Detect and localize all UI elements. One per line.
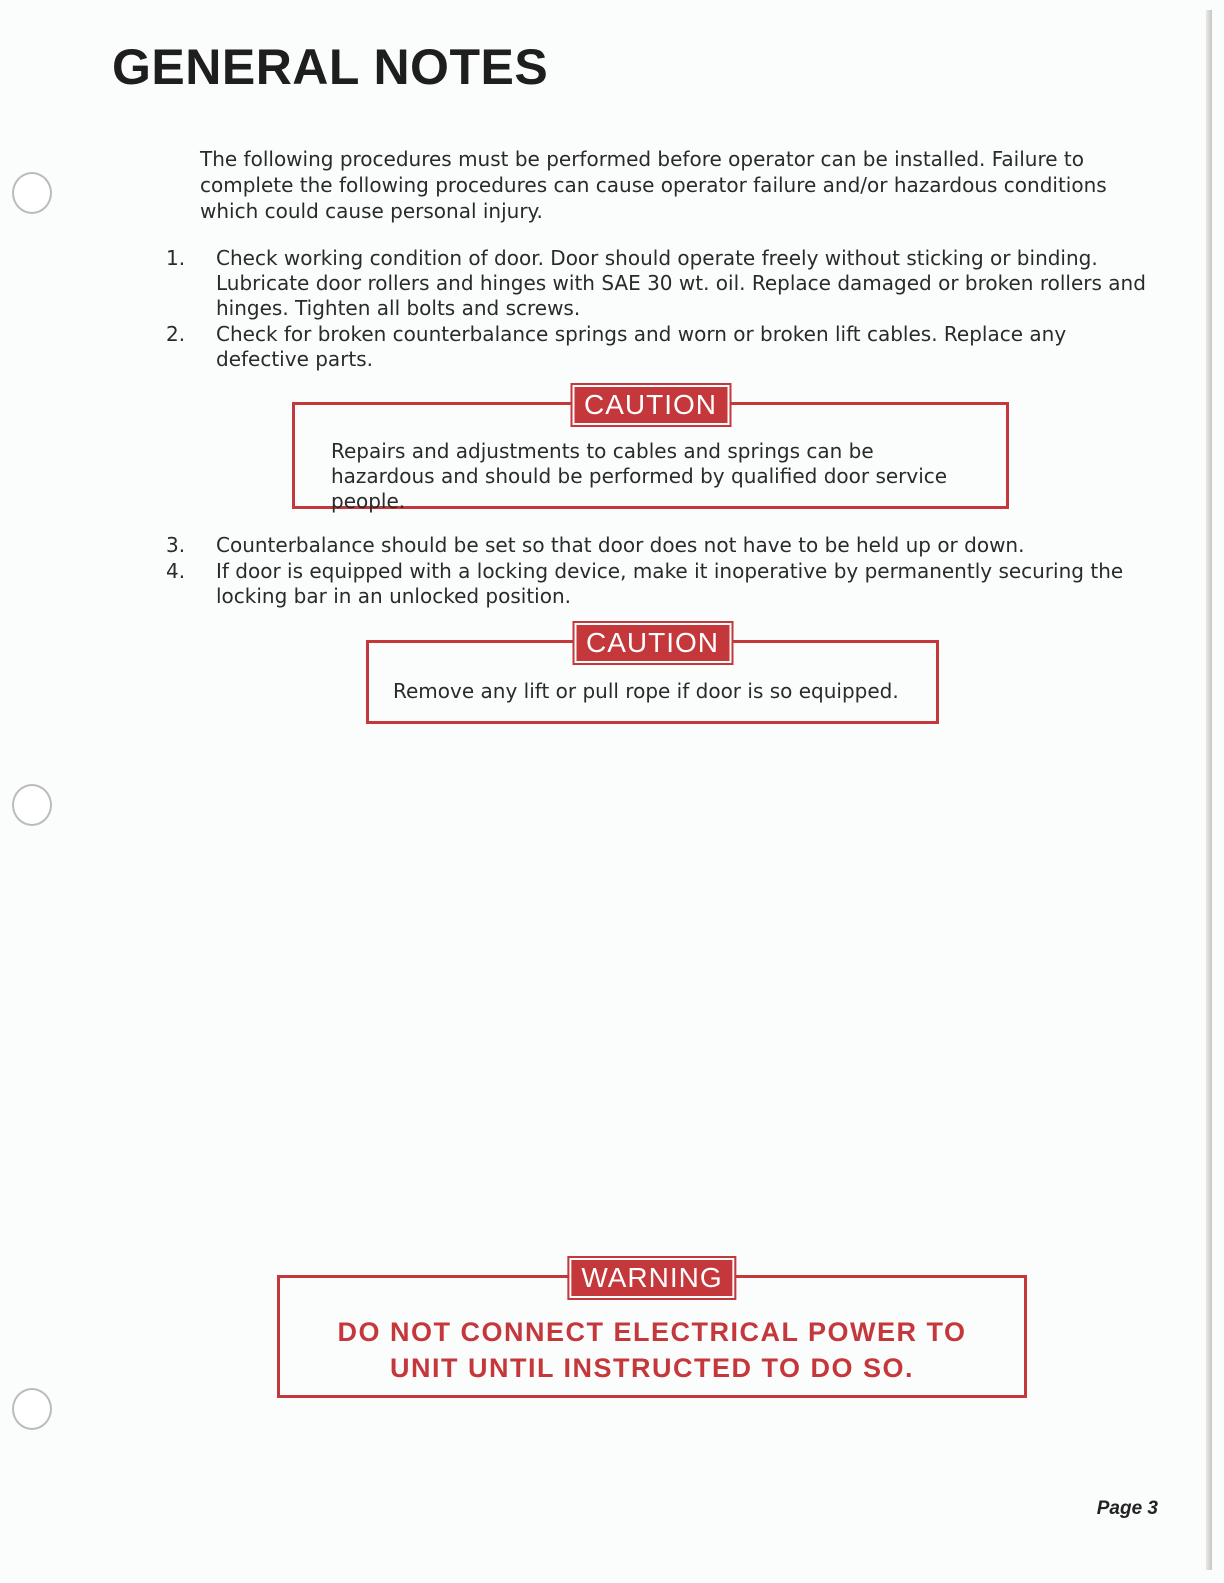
- binder-hole-middle: [12, 784, 52, 826]
- warning-line-1: DO NOT CONNECT ELECTRICAL POWER TO: [337, 1317, 967, 1347]
- warning-line-2: UNIT UNTIL INSTRUCTED TO DO SO.: [389, 1353, 914, 1383]
- list-item-number: 4.: [166, 559, 186, 583]
- procedure-list-b: [160, 533, 1150, 610]
- list-item-text: Counterbalance should be set so that door does not have to be held up or down.: [216, 533, 1025, 557]
- procedure-list-a: [160, 246, 1150, 373]
- binder-hole-top: [12, 172, 52, 214]
- intro-paragraph: The following procedures must be performed before operator can be installed. Failure to complete the following procedures can cause operator failure and/or hazardous conditions which could cause personal injury.: [200, 147, 1107, 223]
- list-item: [160, 559, 1150, 609]
- list-item-text: Check working condition of door. Door should operate freely without sticking or binding. Lubricate door rollers and hinges with SAE 30 wt. oil. Replace damaged or broken rollers and hinges. Tighten all bolts and screws.: [216, 246, 1146, 320]
- list-item-text: If door is equipped with a locking device, make it inoperative by permanently securing the locking bar in an unlocked position.: [216, 559, 1124, 608]
- warning-label: WARNING: [569, 1258, 734, 1298]
- page-title: GENERAL NOTES: [112, 39, 549, 95]
- warning-box: [277, 1262, 1027, 1398]
- list-item-number: 2.: [166, 322, 186, 346]
- caution-box-1: [292, 389, 1009, 513]
- list-item-text: Check for broken counterbalance springs and worn or broken lift cables. Replace any defective parts.: [216, 322, 1067, 371]
- binder-hole-bottom: [12, 1388, 52, 1430]
- page-number: Page 3: [1096, 1498, 1158, 1519]
- list-item-number: 3.: [166, 533, 186, 557]
- caution-box-2: [366, 627, 939, 724]
- caution-text: Remove any lift or pull rope if door is so equipped.: [393, 679, 899, 703]
- list-item: [160, 246, 1150, 321]
- page-edge-shadow: [1206, 10, 1212, 1570]
- caution-label: CAUTION: [572, 385, 729, 425]
- list-item: [160, 322, 1150, 372]
- list-item-number: 1.: [166, 246, 186, 270]
- list-item: [160, 533, 1150, 558]
- caution-text: Repairs and adjustments to cables and springs can be hazardous and should be performed by qualified door service people.: [331, 439, 948, 513]
- caution-label: CAUTION: [574, 623, 731, 663]
